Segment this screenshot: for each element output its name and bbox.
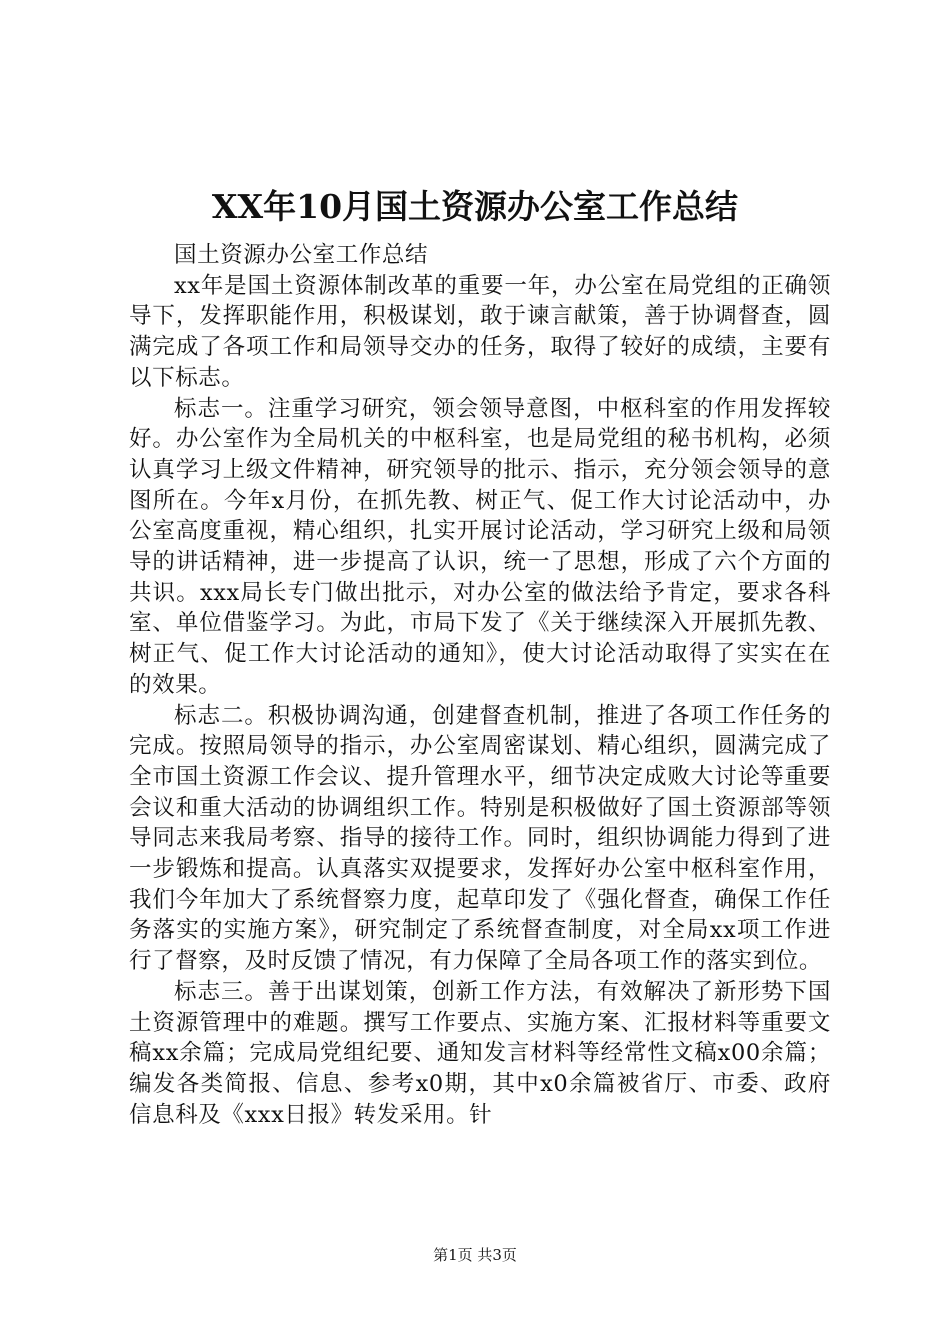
paragraph-marker-two: 标志二。积极协调沟通，创建督查机制，推进了各项工作任务的完成。按照局领导的指示，办公室周密谋划、精心组织，圆满完成了全市国土资源工作会议、提升管理水平，细节决定成败大讨论等重要会议和重大活动的协调组织工作。特别是积极做好了国土资源部等领导同志来我局考察、指导的接待工作。同时，组织协调能力得到了进一步锻炼和提高。认真落实双提要求，发挥好办公室中枢科室作用，我们今年加大了系统督察力度，起草印发了《强化督查，确保工作任务落实的实施方案》，研究制定了系统督查制度，对全局xx项工作进行了督察，及时反馈了情况，有力保障了全局各项工作的落实到位。 [129,702,831,975]
paragraph-marker-three: 标志三。善于出谋划策，创新工作方法，有效解决了新形势下国土资源管理中的难题。撰写工作要点、实施方案、汇报材料等重要文稿xx余篇；完成局党组纪要、通知发言材料等经常性文稿x00余篇；编发各类简报、信息、参考x0期，其中x0余篇被省厅、市委、政府信息科及《xxx日报》转发采用。针 [129,978,831,1128]
paragraph-subtitle: 国土资源办公室工作总结 [174,242,429,268]
document-title: XX年10月国土资源办公室工作总结 [211,187,739,226]
paragraph-marker-one: 标志一。注重学习研究，领会领导意图，中枢科室的作用发挥较好。办公室作为全局机关的中枢科室，也是局党组的秘书机构，必须认真学习上级文件精神，研究领导的批示、指示，充分领会领导的意图所在。今年x月份，在抓先教、树正气、促工作大讨论活动中，办公室高度重视，精心组织，扎实开展讨论活动，学习研究上级和局领导的讲话精神，进一步提高了认识，统一了思想，形成了六个方面的共识。xxx局长专门做出批示，对办公室的做法给予肯定，要求各科室、单位借鉴学习。为此，市局下发了《关于继续深入开展抓先教、树正气、促工作大讨论活动的通知》，使大讨论活动取得了实实在在的效果。 [129,395,831,698]
paragraph-intro: xx年是国土资源体制改革的重要一年，办公室在局党组的正确领导下，发挥职能作用，积极谋划，敢于谏言献策，善于协调督查，圆满完成了各项工作和局领导交办的任务，取得了较好的成绩，主要有以下标志。 [129,272,831,391]
document-body [129,240,831,1130]
page-number-footer: 第1页 共3页 [433,1246,517,1264]
